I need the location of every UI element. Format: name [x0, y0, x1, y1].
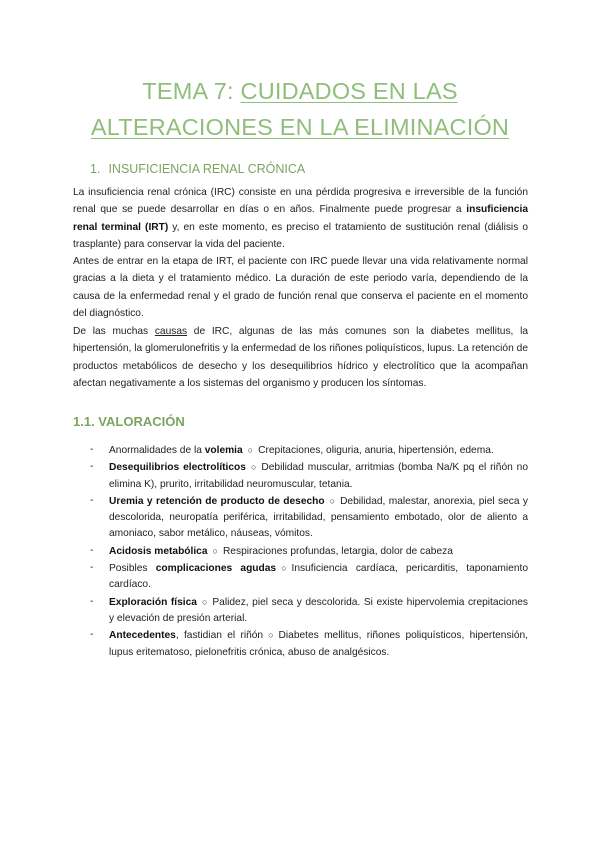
section-heading-irc: [90, 162, 305, 176]
item-bold: Antecedentes: [109, 630, 176, 642]
item-post: , fastidian el riñón: [175, 630, 264, 642]
title-underlined-part: CUIDADOS EN LAS: [240, 78, 458, 104]
p3-text-c: de IRC, algunas de las más comunes son la diabetes mellitus, la hipertensión, la glomerulonefritis y la enfermedad de los riñones poliquísticos, lupus. La retención de productos metabólicos de desecho y los desequilibrios hídrico y electrolítico que la acompañan afectan negativamente a los sistemas del organismo y producen los síntomas.: [73, 326, 528, 389]
item-bold: volemia: [204, 445, 243, 456]
subsection-heading-valoracion: 1.1. VALORACIÓN: [73, 414, 185, 429]
item-text: Crepitaciones, oliguria, anuria, hipertensión, edema.: [258, 445, 494, 456]
p3-text-a: De las muchas: [73, 326, 155, 337]
item-bold: Uremia y retención de producto de desecho: [109, 495, 325, 507]
dash-marker: -: [90, 544, 94, 556]
item-text: Debilidad, malestar, anorexia, piel seca y descolorida, neuropatía periférica, irritabilidad, pensamiento embotado, olor de aliento a amoniaco, sabor metálico, náuseas, vómitos.: [109, 495, 529, 540]
item-bold: Acidosis metabólica: [109, 545, 208, 557]
section-heading-text: INSUFICIENCIA RENAL CRÓNICA: [108, 162, 306, 176]
p1-text-a: La insuficiencia renal crónica (IRC) consiste en una pérdida progresiva e irreversible de la función renal que se puede desarrollar en días o en años. Finalmente puede progresar a: [73, 187, 528, 216]
item-text: Diabetes mellitus, riñones poliquísticos, hipertensión, lupus eritematoso, pielonefritis crónica, abuso de analgésicos.: [109, 630, 528, 658]
valoracion-list: [90, 442, 528, 661]
dash-marker: -: [90, 444, 94, 455]
item-bold: Desequilibrios electrolíticos: [109, 462, 246, 474]
circle-icon: ○: [212, 545, 218, 556]
item-text: Insuficiencia cardíaca, pericarditis, taponamiento cardíaco.: [109, 563, 529, 591]
dash-marker: -: [90, 461, 94, 473]
item-bold: complicaciones agudas: [155, 563, 277, 575]
list-item: [90, 594, 528, 628]
title-line-2: ALTERACIONES EN LA ELIMINACIÓN: [90, 114, 510, 140]
p1-bold-irt: insuficiencia renal terminal (IRT): [73, 204, 528, 233]
list-item: [90, 493, 528, 543]
circle-icon: ○: [247, 445, 254, 455]
paragraph-definition: [73, 184, 528, 253]
section-number: 1.: [90, 162, 101, 176]
list-item: [90, 442, 528, 459]
dash-marker: -: [90, 494, 94, 506]
list-item: [90, 543, 528, 560]
circle-icon: ○: [250, 462, 257, 473]
paragraph-causes: [73, 323, 528, 392]
dash-marker: -: [90, 562, 94, 574]
item-bold: Exploración física: [109, 596, 197, 608]
list-item: [90, 560, 528, 594]
paragraph-irt-stage: Antes de entrar en la etapa de IRT, el paciente con IRC puede llevar una vida relativamente normal gracias a la dieta y el tratamiento médico. La duración de este periodo varía, dependiendo de la causa de la enfermedad renal y el grado de función renal que conserva el paciente en el momento del diagnóstico.: [73, 256, 528, 319]
title-line-1: [0, 73, 600, 109]
item-text: Debilidad muscular, arritmias (bomba Na/K pq el riñón no elimina K), prurito, irritabilidad neuromuscular, tetania.: [109, 462, 528, 490]
circle-icon: ○: [329, 495, 336, 506]
p1-text-c: y, en este momento, es preciso el tratamiento de sustitución renal (diálisis o trasplante) para conservar la vida del paciente.: [73, 221, 528, 250]
dash-marker: -: [90, 629, 94, 641]
p3-underlined-causas: causas: [154, 326, 188, 337]
circle-icon: ○: [201, 596, 208, 607]
dash-marker: -: [90, 595, 94, 607]
circle-icon: ○: [281, 563, 287, 574]
item-text: Respiraciones profundas, letargia, dolor de cabeza: [222, 545, 453, 557]
circle-icon: ○: [268, 630, 274, 641]
item-text: Palidez, piel seca y descolorida. Si existe hipervolemia crepitaciones y elevación de presión arterial.: [109, 596, 528, 624]
list-item: [90, 627, 528, 661]
page-title: [0, 73, 600, 145]
item-prefix: Posibles: [109, 563, 156, 575]
title-prefix: TEMA 7:: [142, 78, 241, 104]
list-item: [90, 459, 528, 493]
item-prefix: Anormalidades de la: [109, 445, 205, 456]
